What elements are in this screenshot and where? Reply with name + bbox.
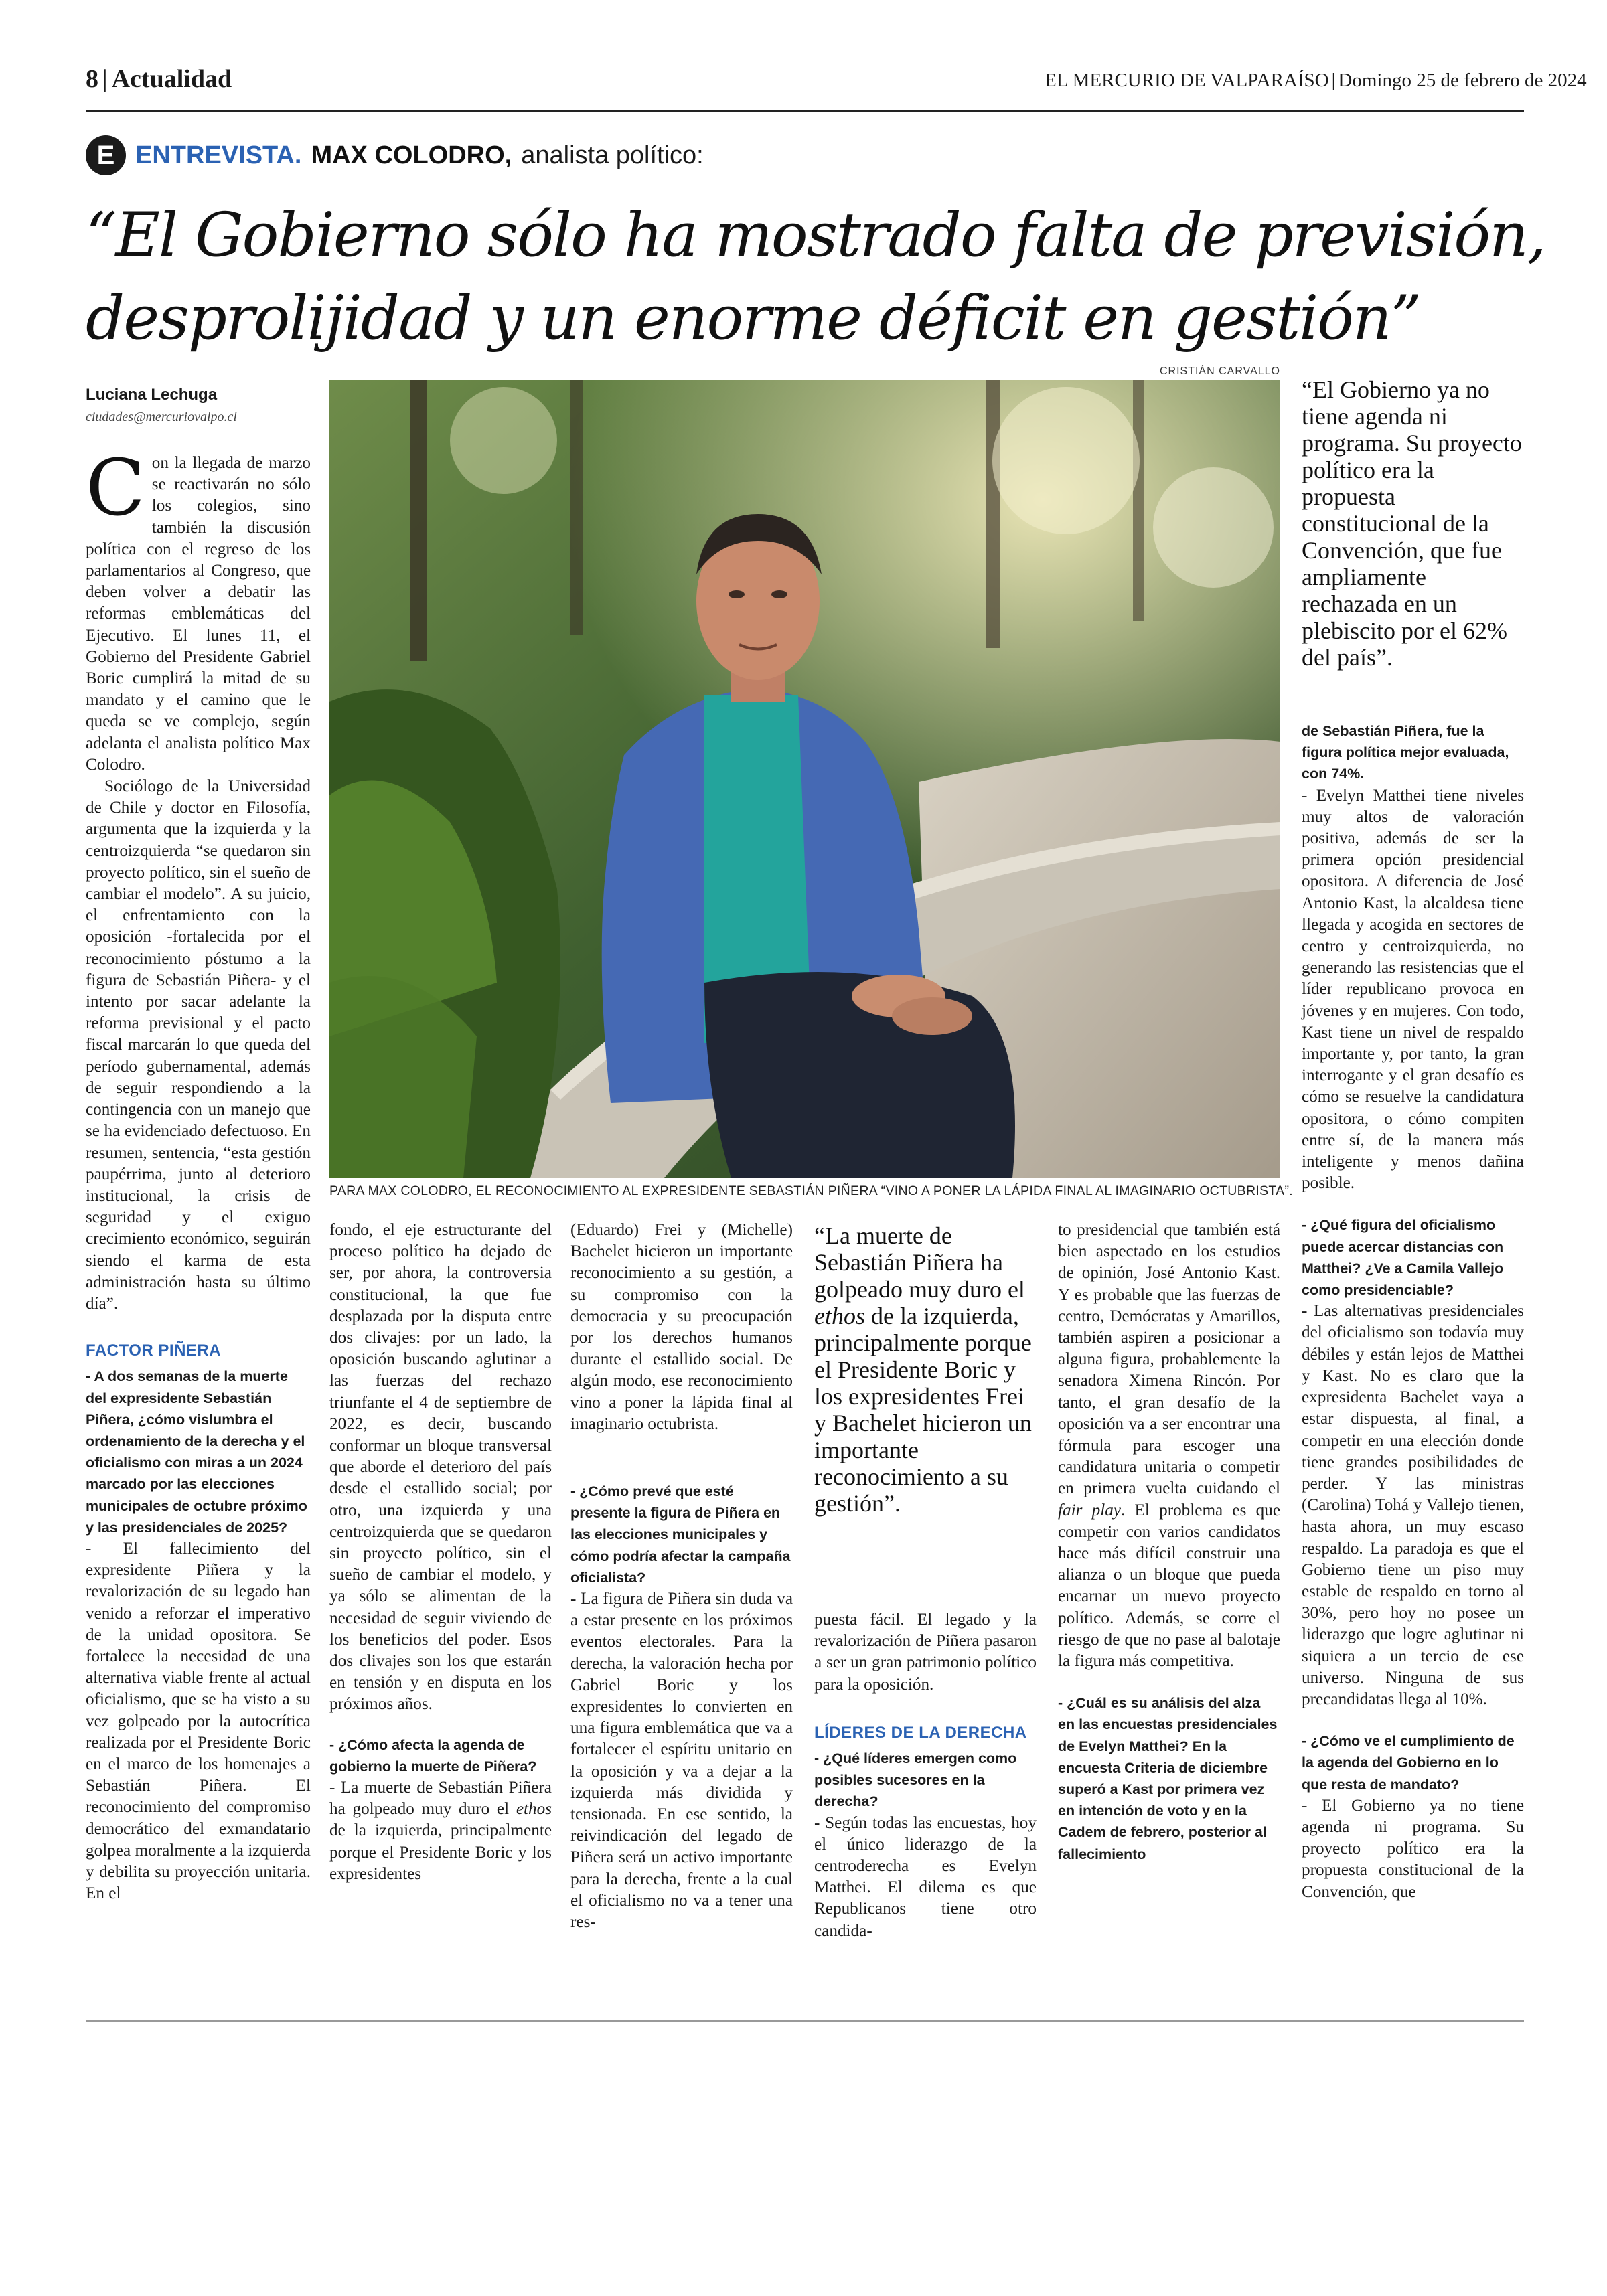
article-column-2: [329, 1220, 552, 1896]
article-column-3: [570, 1220, 793, 1932]
photo-credit: CRISTIÁN CARVALLO: [1159, 365, 1280, 377]
author-email: ciudades@mercuriovalpo.cl: [86, 410, 237, 424]
kicker-role: analista político:: [521, 141, 704, 169]
page-number: 8: [86, 65, 98, 93]
question-5: - ¿Cuál es su análisis del alza en las encuestas presidenciales de Evelyn Matthei? En la encuesta Criteria de diciembre superó a Kast por primera vez en intención de voto y en la Cadem de febrero, posterior al fallecimiento: [1058, 1695, 1278, 1862]
question-4: - ¿Qué líderes emergen como posibles sucesores en la derecha?: [814, 1750, 1017, 1810]
question-7: - ¿Cómo ve el cumplimiento de la agenda del Gobierno en lo que resta de mandato?: [1302, 1733, 1515, 1793]
interview-photo: [329, 380, 1280, 1178]
answer-3-cont: puesta fácil. El legado y la revalorización de Piñera pasaron a ser un gran patrimonio político para la oposición.: [814, 1611, 1037, 1694]
headline: [86, 194, 1545, 360]
article-column-5: [1058, 1220, 1280, 1897]
answer-5: - Evelyn Matthei tiene niveles muy altos de valoración positiva, además de ser la primera opción presidencial opositora. A diferencia de José Antonio Kast, la alcaldesa tiene llegada y acogida en sectores de centro y centroizquierda, no generando las resistencias que el líder republicano provoca en jóvenes y en mujeres. Con todo, Kast tiene un nivel de respaldo importante y, por tanto, la gran interrogante y el gran desafío es cómo se resuelve la candidatura opositora, o cómo compiten entre sí, de la manera más inteligente y menos dañina posible.: [1302, 786, 1524, 1193]
question-6: - ¿Qué figura del oficialismo puede acercar distancias con Matthei? ¿Ve a Camila Vallejo como presidenciable?: [1302, 1217, 1504, 1299]
intro-paragraph-1: on la llegada de marzo se reactivarán no sólo los colegios, sino también la discusión política con el regreso de los parlamentarios al Congreso, que deben volver a debatir las reformas emblemáticas del Ejecutivo. El lunes 11, el Gobierno del Presidente Gabriel Boric cumplirá la mitad de su mandato y el camino que le queda se ve complejo, según adelanta el analista político Max Colodro.: [86, 454, 311, 774]
question-3: - ¿Cómo prevé que esté presente la figura de Piñera en las elecciones municipales y cómo podría afectar la campaña oficialista?: [570, 1483, 791, 1586]
answer-3: - La figura de Piñera sin duda va a estar presente en los próximos eventos electorales. Para la derecha, la valoración hecha por Gabriel Boric y los expresidentes lo convierten en una figura emblemática que va a fortalecer el espíritu unitario en la oposición y va a dejar a la izquierda más dividida y tensionada. En ese sentido, la reivindicación del legado de Piñera será un activo importante para la derecha, frente a la cual el oficialismo no va a tener una res-: [570, 1590, 793, 1932]
answer-2-cont: (Eduardo) Frei y (Michelle) Bachelet hicieron un importante reconocimiento a su gestión, a su compromiso con la democracia y su preocupación por los derechos humanos durante el estallido social. De algún modo, ese reconocimiento vino a poner la lápida final al imaginario octubrista.: [570, 1221, 793, 1433]
publication-name: EL MERCURIO DE VALPARAÍSO: [1045, 70, 1329, 91]
headline-line-2: desprolijidad y un enorme déficit en gestión”: [86, 283, 1421, 353]
section-title-factor-pinera: FACTOR PIÑERA: [86, 1341, 222, 1360]
answer-4: - Según todas las encuestas, hoy el único liderazgo de la centroderecha es Evelyn Matthei. El dilema es que Republicanos tiene otro candida-: [814, 1813, 1037, 1940]
publication-date: Domingo 25 de febrero de 2024: [1338, 70, 1587, 91]
page-header-right: EL MERCURIO DE VALPARAÍSO | Domingo 25 de febrero de 2024: [1045, 70, 1587, 91]
article-column-1: [86, 443, 311, 1903]
question-1: - A dos semanas de la muerte del expresidente Sebastián Piñera, ¿cómo vislumbra el ordenamiento de la derecha y el oficialismo con miras a un 2024 marcado por las elecciones municipales de octubre próximo y las presidenciales de 2025?: [86, 1368, 307, 1536]
question-2: - ¿Cómo afecta la agenda de gobierno la muerte de Piñera?: [329, 1736, 537, 1775]
answer-4-cont: to presidencial que también está bien aspectado en los estudios de opinión, José Antonio Kast. Y es probable que las fuerzas de centro, Demócratas y Amarillos, también aspiren a posicionar a alguna figura, probablemente la senadora Ximena Rincón. Por tanto, el gran desafío de la oposición va a ser encontrar una fórmula para escoger una candidatura unitaria o competir en primera vuelta cuidando el fair play. El problema es que competir con varios candidatos hace más difícil construir una alianza o un bloque que pueda encarnar un nuevo proyecto político. Además, se corre el riesgo de que no pase al balotaje la figura más competitiva.: [1058, 1221, 1280, 1671]
article-column-6: [1302, 720, 1524, 1901]
interview-badge-icon: E: [86, 135, 126, 175]
drop-cap: C: [86, 443, 145, 534]
pull-quote-2: “La muerte de Sebastián Piñera ha golpeado muy duro el ethos de la izquierda, principalmente porque el Presidente Boric y los expresidentes Frei y Bachelet hicieron un importante reconocimiento a su gestión”.: [814, 1222, 1032, 1517]
headline-line-1: “El Gobierno sólo ha mostrado falta de previsión,: [86, 200, 1545, 270]
answer-1-cont: fondo, el eje estructurante del proceso político ha dejado de ser, por ahora, la controversia constitucional, la que fue desplazada por la disputa entre dos clivajes: por un lado, la oposición buscando aglutinar a las fuerzas del rechazo triunfante el 4 de septiembre de 2022, es decir, buscando conformar un bloque transversal que aborde el deterioro del país desde el estallido social; por otro, una izquierda y una centroizquierda que se quedaron sin proyecto político, sin el sueño de cambiar el modelo, y ya sólo se alimentan de la necesidad de seguir viviendo de los beneficios del poder. Esos dos clivajes son los que estarán en tensión y en disputa en los próximos años.: [329, 1221, 552, 1714]
article-column-4: [814, 1609, 1037, 1940]
intro-paragraph-2: Sociólogo de la Universidad de Chile y doctor en Filosofía, argumenta que la izquierda y la centroizquierda “se quedaron sin proyecto político, sin el sueño de cambiar el modelo”. A su juicio, el enfrentamiento con la oposición -fortalecida por el reconocimiento póstumo a la figura de Sebastián Piñera- y el intento por sacar adelante la reforma previsional y el pacto fiscal marcarán lo que queda del período gubernamental, además de seguir respondiendo a la contingencia con un manejo que se ha evidenciado defectuoso. En resumen, sentencia, “esta gestión paupérrima, junto al deterioro institucional, la crisis de seguridad y el exiguo crecimiento económico, seguirán siendo el karma de esta administración hasta su último día”.: [86, 777, 311, 1313]
answer-2: - La muerte de Sebastián Piñera ha golpeado muy duro el ethos de la izquierda, principalmente porque el Presidente Boric y los expresidentes: [329, 1779, 552, 1883]
kicker-name: MAX COLODRO,: [311, 141, 512, 169]
section-name: Actualidad: [111, 65, 232, 93]
header-divider: [86, 110, 1524, 112]
author-name: Luciana Lechuga: [86, 386, 218, 404]
bottom-divider: [86, 2020, 1524, 2022]
kicker-label: ENTREVISTA.: [135, 141, 302, 169]
answer-7: - El Gobierno ya no tiene agenda ni programa. Su proyecto político era la propuesta constitucional de la Convención, que: [1302, 1796, 1524, 1901]
pull-quote-1: “El Gobierno ya no tiene agenda ni programa. Su proyecto político era la propuesta constitucional de la Convención, que fue ampliamente rechazada en un plebiscito por el 62% del país”.: [1302, 376, 1522, 671]
question-5-cont: de Sebastián Piñera, fue la figura política mejor evaluada, con 74%.: [1302, 723, 1509, 783]
section-title-lideres: LÍDERES DE LA DERECHA: [814, 1723, 1027, 1742]
page-header-left: 8 | Actualidad: [86, 65, 232, 93]
answer-6: - Las alternativas presidenciales del oficialismo son todavía muy débiles y están lejos de Matthei y Kast. No es claro que la expresidenta Bachelet vaya a estar dispuesta, al final, a competir en una elección donde tiene grandes posibilidades de perder. Y las ministras (Carolina) Tohá y Vallejo tienen, hasta ahora, un muy escaso respaldo. La paradoja es que el Gobierno tiene un piso muy estable de respaldo en torno al 30%, pero hoy no posee un liderazgo que logre aglutinar ni siquiera a un tercio de ese universo. Ninguna de sus precandidatas llega al 10%.: [1302, 1302, 1524, 1708]
answer-1: - El fallecimiento del expresidente Piñera y la revalorización de su legado han venido a reforzar el imperativo de la unidad opositora. Se fortalece la necesidad de una alternativa viable frente al actual oficialismo, que se ha visto a su vez golpeado por la autocrítica realizada por el Presidente Boric en el marco de los homenajes a Sebastián Piñera. El reconocimiento del compromiso democrático del exmandatario golpea moralmente a la izquierda y debilita su proyección unitaria. En el: [86, 1539, 311, 1903]
photo-caption: PARA MAX COLODRO, EL RECONOCIMIENTO AL EXPRESIDENTE SEBASTIÁN PIÑERA “VINO A PONER LA LÁPIDA FINAL AL IMAGINARIO OCTUBRISTA”.: [329, 1183, 1293, 1198]
article-kicker: [86, 134, 704, 177]
